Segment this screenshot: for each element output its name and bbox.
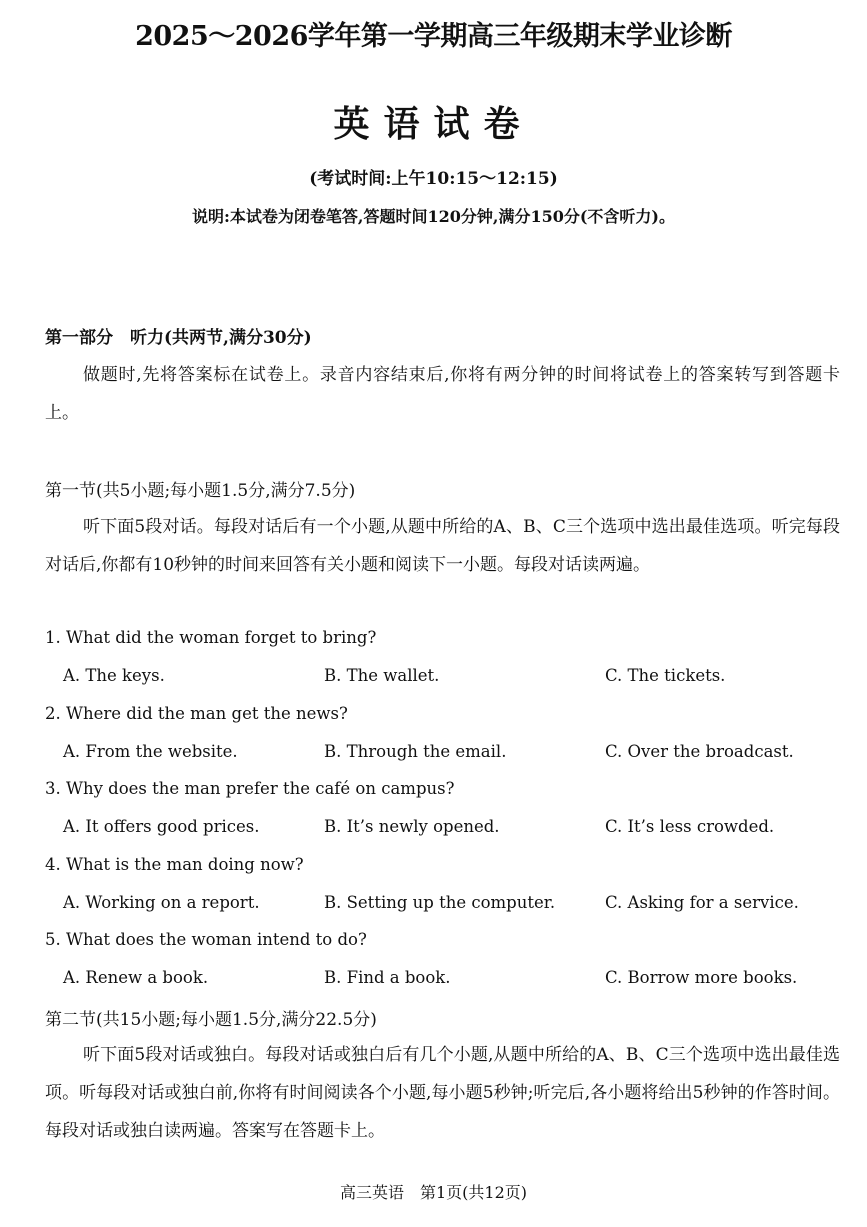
subject-title: 英语试卷	[333, 103, 534, 145]
section1-title: 第一节(共5小题;每小题1.5分,满分7.5分)	[45, 481, 356, 501]
question-1-option-b: B. The wallet.	[324, 666, 440, 685]
part1-title: 第一部分 听力(共两节,满分30分)	[45, 328, 312, 348]
exam-time: (考试时间:上午10:15～12:15)	[309, 169, 558, 189]
question-2-option-b: B. Through the email.	[324, 742, 507, 761]
question-1: 1. What did the woman forget to bring?	[45, 628, 377, 647]
question-1-option-a: A. The keys.	[63, 666, 165, 685]
page-footer: 高三英语 第1页(共12页)	[339, 1183, 528, 1202]
question-2: 2. Where did the man get the news?	[45, 704, 348, 723]
question-2-option-c: C. Over the broadcast.	[605, 742, 794, 761]
question-5-option-b: B. Find a book.	[324, 968, 451, 987]
section2-title: 第二节(共15小题;每小题1.5分,满分22.5分)	[45, 1010, 377, 1030]
question-2-option-a: A. From the website.	[63, 742, 238, 761]
question-4-option-c: C. Asking for a service.	[605, 893, 799, 912]
question-4: 4. What is the man doing now?	[45, 855, 304, 874]
question-4-option-b: B. Setting up the computer.	[324, 893, 556, 912]
question-5-option-a: A. Renew a book.	[63, 968, 209, 987]
exam-note: 说明:本试卷为闭卷笔答,答题时间120分钟,满分150分(不含听力)。	[192, 207, 675, 226]
question-5: 5. What does the woman intend to do?	[45, 930, 367, 949]
question-3-option-c: C. It’s less crowded.	[605, 817, 775, 836]
part1-instructions: 做题时,先将答案标在试卷上。录音内容结束后,你将有两分钟的时间将试卷上的答案转写到答题卡上。	[45, 365, 840, 423]
question-3-option-b: B. It’s newly opened.	[324, 817, 500, 836]
section2-instructions: 听下面5段对话或独白。每段对话或独白后有几个小题,从题中所给的A、B、C三个选项中选出最佳选项。听每段对话或独白前,你将有时间阅读各个小题,每小题5秒钟;听完后,各小题将给出5秒钟的作答时间。每段对话或独白读两遍。答案写在答题卡上。	[45, 1045, 840, 1141]
question-3-option-a: A. It offers good prices.	[63, 817, 260, 836]
question-5-option-c: C. Borrow more books.	[605, 968, 798, 987]
question-4-option-a: A. Working on a report.	[63, 893, 260, 912]
section1-instructions: 听下面5段对话。每段对话后有一个小题,从题中所给的A、B、C三个选项中选出最佳选项。听完每段对话后,你都有10秒钟的时间来回答有关小题和阅读下一小题。每段对话读两遍。	[45, 517, 840, 575]
question-3: 3. Why does the man prefer the café on campus?	[45, 779, 455, 798]
question-1-option-c: C. The tickets.	[605, 666, 726, 685]
exam-title: 2025～2026学年第一学期高三年级期末学业诊断	[135, 21, 732, 52]
